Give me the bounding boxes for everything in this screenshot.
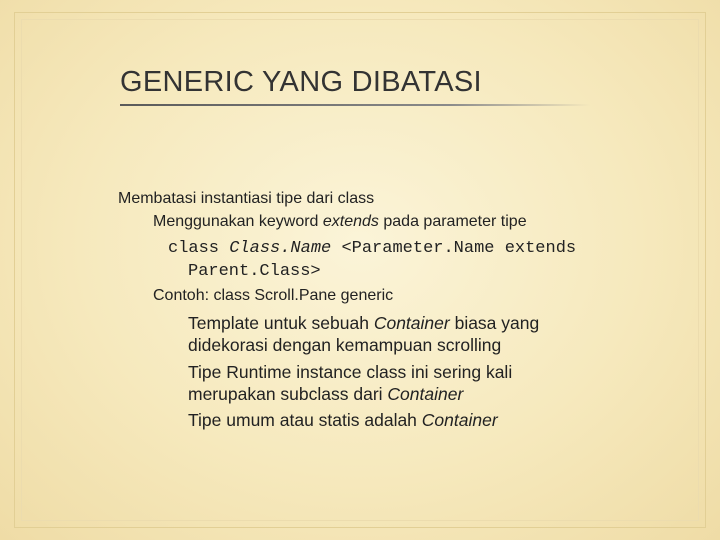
slide-title: GENERIC YANG DIBATASI <box>120 66 482 98</box>
text-emphasis: Container <box>373 313 450 333</box>
text-segment: pada parameter tipe <box>378 213 527 230</box>
code-param: <Parameter.Name <box>341 239 495 258</box>
bullet-text-level3 <box>188 313 539 334</box>
bullet-text-level1: Membatasi instantiasi tipe dari class <box>118 190 375 207</box>
text-segment: biasa yang <box>449 313 540 333</box>
bullet-text-level3-cont: didekorasi dengan kemampuan scrolling <box>188 335 502 355</box>
text-segment: Menggunakan keyword <box>153 213 323 230</box>
code-line <box>168 239 576 258</box>
text-segment: Template untuk sebuah <box>188 313 374 333</box>
bullet-text-level2 <box>153 213 527 231</box>
text-emphasis: Container <box>421 410 498 430</box>
title-underline <box>120 104 590 106</box>
code-keyword: class <box>168 239 220 258</box>
code-keyword: extends <box>504 239 577 258</box>
code-line: Parent.Class> <box>188 262 321 281</box>
text-emphasis: Container <box>387 384 464 404</box>
text-emphasis: extends <box>322 213 379 230</box>
text-segment: merupakan subclass dari <box>188 384 388 404</box>
bullet-text-level3 <box>188 410 498 431</box>
bullet-text-level3-cont <box>188 384 463 405</box>
code-class-name: Class.Name <box>229 239 332 258</box>
bullet-text-level2: Contoh: class Scroll.Pane generic <box>153 287 394 304</box>
bullet-text-level3: Tipe Runtime instance class ini sering kali <box>188 362 513 382</box>
text-segment: Tipe umum atau statis adalah <box>188 410 422 430</box>
